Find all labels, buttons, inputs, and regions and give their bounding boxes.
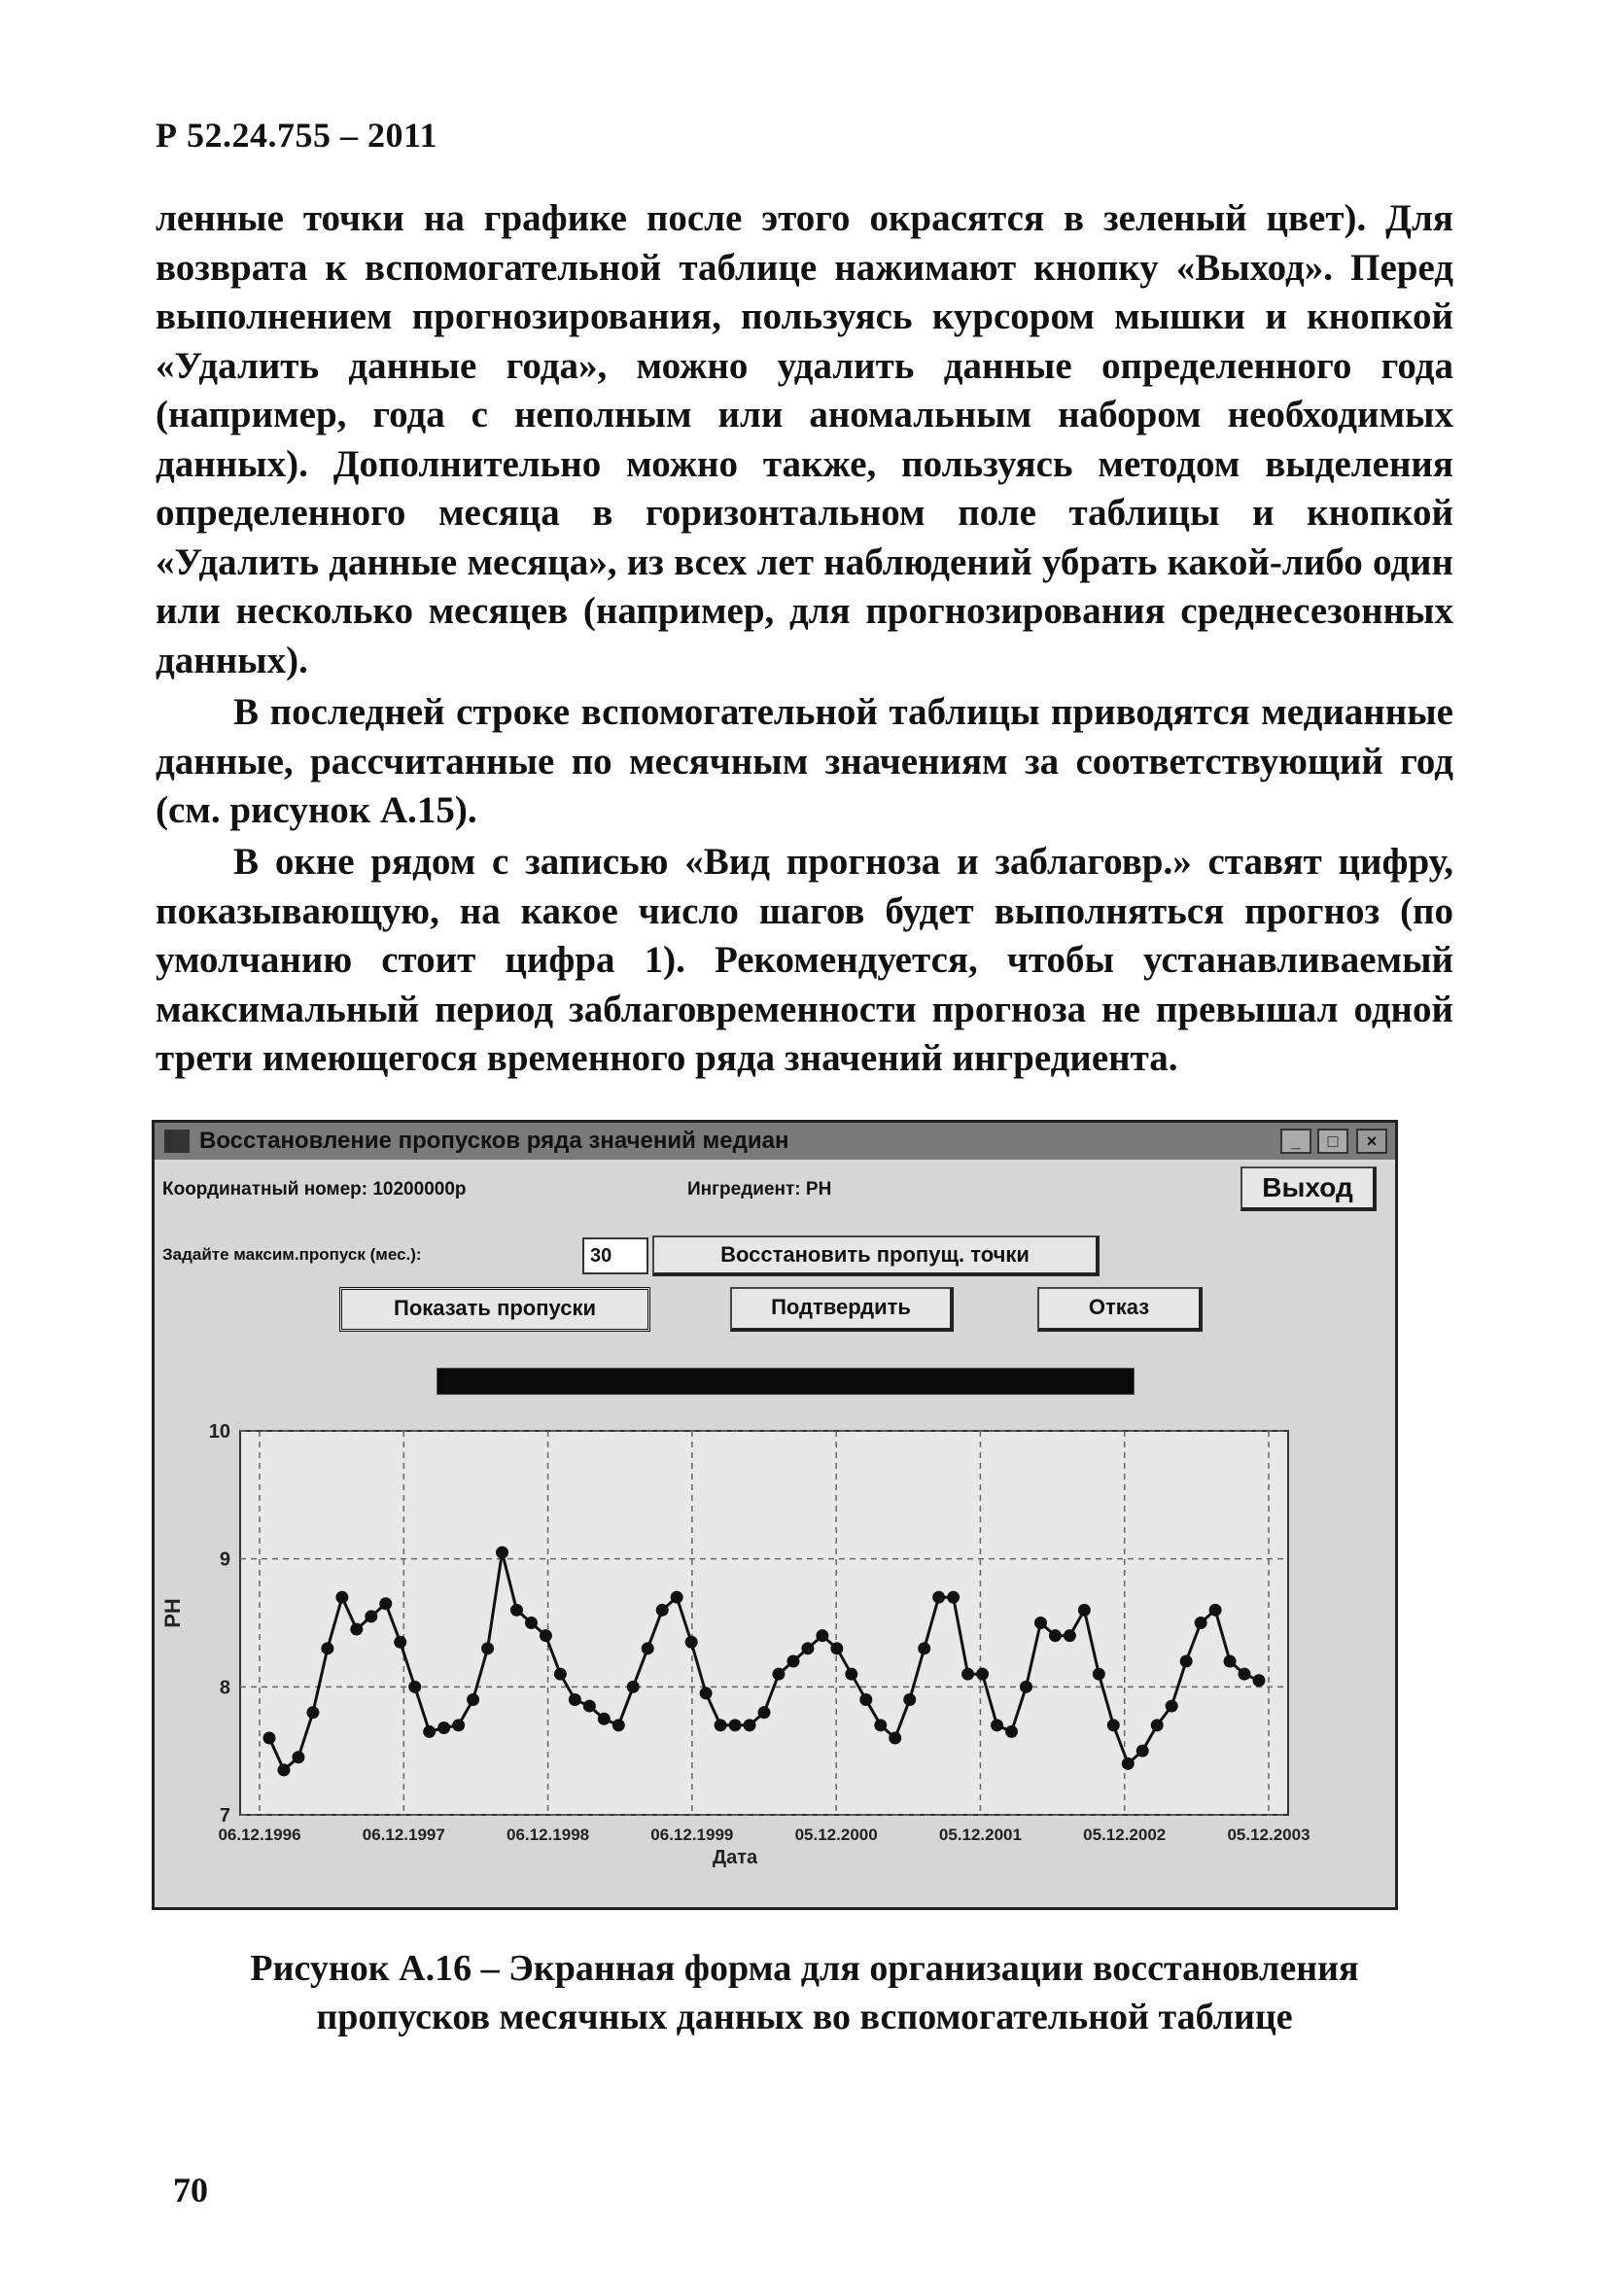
data-point xyxy=(1122,1757,1135,1770)
data-point xyxy=(1180,1655,1193,1668)
cancel-button[interactable]: Отказ xyxy=(1037,1287,1203,1332)
restore-gaps-window xyxy=(152,1120,1398,1910)
x-tick-label: 05.12.2000 xyxy=(794,1826,878,1844)
data-point xyxy=(816,1629,828,1642)
x-tick-label: 05.12.2002 xyxy=(1083,1826,1167,1844)
data-point xyxy=(1224,1655,1237,1668)
paragraph-3: В окне рядом с записью «Вид прогноза и заблаговр.» ставят цифру, показывающую, на какое число шагов будет выполняться прогноз (по умолчанию стоит цифра 1). Рекомендуется, чтобы устанавливаемый максимальный период заблаговременности прогноза не превышал одной трети имеющегося временного ряда значений ингредиента. xyxy=(156,841,1453,1079)
exit-button[interactable]: Выход xyxy=(1240,1166,1377,1211)
x-tick-label: 05.12.2001 xyxy=(938,1826,1022,1844)
data-point xyxy=(1034,1617,1047,1629)
x-tick-label: 06.12.1997 xyxy=(362,1826,445,1844)
data-point xyxy=(700,1687,713,1699)
y-tick-label: 9 xyxy=(219,1548,230,1571)
ingredient-label: Ингредиент: РН xyxy=(687,1179,832,1200)
coord-number-label: Координатный номер: 10200000р xyxy=(162,1179,467,1200)
data-point xyxy=(292,1751,304,1763)
y-tick-label: 8 xyxy=(219,1677,230,1699)
data-point xyxy=(845,1668,857,1681)
data-point xyxy=(1195,1617,1207,1629)
y-tick-label: 7 xyxy=(219,1805,230,1826)
caption-line-2: пропусков месячных данных во вспомогательной таблице xyxy=(316,1997,1293,2037)
window-titlebar[interactable] xyxy=(155,1123,1395,1160)
maximize-icon[interactable]: □ xyxy=(1317,1129,1348,1154)
x-tick-label: 06.12.1999 xyxy=(650,1826,734,1844)
data-point xyxy=(859,1693,872,1706)
data-point xyxy=(1064,1629,1076,1642)
data-point xyxy=(1239,1668,1251,1681)
max-gap-input[interactable]: 30 xyxy=(582,1237,648,1274)
max-gap-label: Задайте максим.пропуск (мес.): xyxy=(162,1245,422,1264)
show-gaps-button[interactable]: Показать пропуски xyxy=(339,1287,650,1332)
confirm-button[interactable]: Подтвердить xyxy=(730,1287,954,1332)
running-header: Р 52.24.755 – 2011 xyxy=(156,116,438,155)
data-point xyxy=(569,1693,581,1706)
data-point xyxy=(1253,1674,1266,1687)
data-point xyxy=(423,1725,436,1738)
data-point xyxy=(1005,1725,1018,1738)
data-point xyxy=(1093,1668,1105,1681)
data-point xyxy=(961,1668,974,1681)
x-tick-label: 06.12.1996 xyxy=(218,1826,301,1844)
progress-fill xyxy=(437,1369,1134,1394)
data-point xyxy=(481,1642,494,1654)
data-point xyxy=(758,1706,771,1719)
data-point xyxy=(830,1642,843,1654)
data-point xyxy=(1107,1719,1120,1731)
data-point xyxy=(889,1732,901,1745)
data-point xyxy=(874,1719,887,1731)
data-point xyxy=(467,1693,479,1706)
data-point xyxy=(540,1629,552,1642)
data-point xyxy=(772,1668,785,1681)
paragraph-2: В последней строке вспомогательной таблицы приводятся медианные данные, рассчитанные по месячным значениям за соответствующий год (см. рисунок А.15). xyxy=(156,691,1453,831)
data-point xyxy=(976,1668,989,1681)
restore-points-button[interactable]: Восстановить пропущ. точки xyxy=(652,1235,1100,1276)
data-point xyxy=(379,1597,392,1610)
data-point xyxy=(685,1636,698,1649)
x-tick-label: 05.12.2003 xyxy=(1227,1826,1310,1844)
data-point xyxy=(627,1681,640,1693)
data-point xyxy=(991,1719,1003,1731)
page-number: 70 xyxy=(173,2171,208,2209)
data-point xyxy=(932,1591,945,1604)
data-point xyxy=(263,1732,276,1745)
data-point xyxy=(1020,1681,1032,1693)
data-point xyxy=(394,1636,406,1649)
data-point xyxy=(947,1591,960,1604)
data-point xyxy=(642,1642,654,1654)
data-point xyxy=(365,1610,377,1622)
data-point xyxy=(350,1623,363,1636)
data-point xyxy=(1166,1700,1178,1713)
data-point xyxy=(656,1604,669,1617)
app-icon xyxy=(164,1130,190,1153)
data-point xyxy=(554,1668,567,1681)
data-point xyxy=(801,1642,814,1654)
caption-line-1: Рисунок А.16 – Экранная форма для организации восстановления xyxy=(250,1948,1359,1989)
y-tick-label: 10 xyxy=(208,1421,230,1443)
data-point xyxy=(1151,1719,1164,1731)
data-point xyxy=(1049,1629,1062,1642)
plot-area xyxy=(240,1431,1288,1815)
data-point xyxy=(1136,1745,1149,1757)
minimize-icon[interactable]: _ xyxy=(1280,1129,1311,1154)
window-title: Восстановление пропусков ряда значений медиан xyxy=(199,1128,789,1154)
data-point xyxy=(306,1706,319,1719)
data-point xyxy=(598,1713,611,1725)
ph-chart xyxy=(155,1409,1395,1900)
y-axis-label: РН xyxy=(160,1598,185,1628)
data-point xyxy=(321,1642,333,1654)
data-point xyxy=(744,1719,756,1731)
data-point xyxy=(1078,1604,1091,1617)
data-point xyxy=(408,1681,421,1693)
data-point xyxy=(1209,1604,1222,1617)
data-point xyxy=(496,1547,508,1559)
data-point xyxy=(437,1722,450,1734)
data-point xyxy=(612,1719,625,1731)
x-axis-label: Дата xyxy=(712,1847,758,1868)
data-point xyxy=(786,1655,799,1668)
data-point xyxy=(918,1642,930,1654)
data-point xyxy=(729,1719,742,1731)
data-point xyxy=(583,1700,596,1713)
progress-bar xyxy=(437,1368,1135,1395)
paragraph-1: ленные точки на графике после этого окрасятся в зеленый цвет). Для возврата к вспомогательной таблице нажимают кнопку «Выход». Перед выполнением прогнозирования, пользуясь курсором мышки и кнопкой «Удалить данные года», можно удалить данные определенного года (например, года с неполным или аномальным набором необходимых данных). Дополнительно можно также, пользуясь методом выделения определенного месяца в горизонтальном поле таблицы и кнопкой «Удалить данные месяца», из всех лет наблюдений убрать какой-либо один или несколько месяцев (например, для прогнозирования среднесезонных данных). xyxy=(156,197,1453,681)
data-point xyxy=(510,1604,523,1617)
data-point xyxy=(335,1591,348,1604)
data-point xyxy=(671,1591,683,1604)
x-tick-label: 06.12.1998 xyxy=(507,1826,590,1844)
data-point xyxy=(715,1719,727,1731)
data-point xyxy=(277,1763,290,1776)
close-icon[interactable]: × xyxy=(1356,1129,1387,1154)
figure-caption xyxy=(156,1944,1453,2041)
data-point xyxy=(903,1693,916,1706)
data-point xyxy=(452,1719,465,1731)
data-point xyxy=(525,1617,538,1629)
